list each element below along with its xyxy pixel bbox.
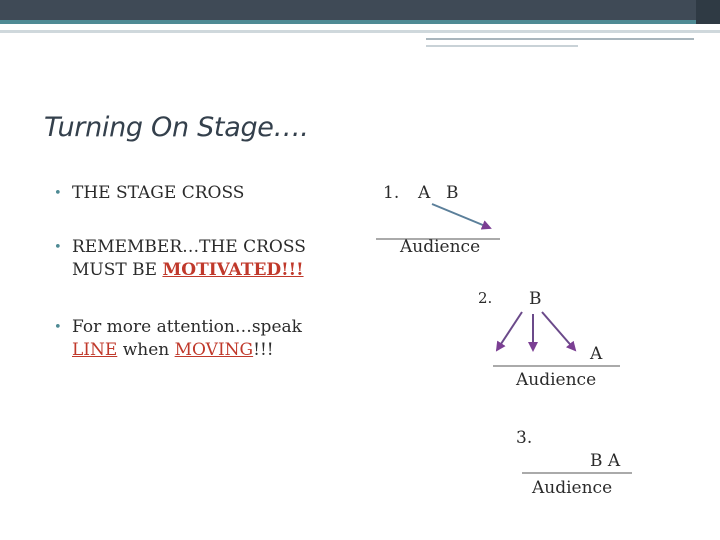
diagram-2-actor-b: B [529,289,542,309]
line-emphasis: LINE [72,340,118,360]
bullet-dot-icon: • [54,186,62,201]
diagram-3-actors-b-a: B A [590,451,621,471]
motivated-emphasis: MOTIVATED!!! [162,260,304,280]
exclaim-text: !!! [253,340,274,360]
bullet-dot-icon: • [54,240,62,255]
bullet-dot-icon: • [54,320,62,335]
diagram-1-actor-b: B [446,183,459,203]
diagram-1-actor-a: A [418,183,431,203]
slide-title: Turning On Stage…. [44,112,309,143]
bullet-line-2-prefix: MUST BE [72,260,163,280]
diagram-1-arrow [432,204,490,228]
diagram-3-audience: Audience [532,478,613,498]
diagram-1-number: 1. [383,183,400,203]
diagram-2-arrow-left [497,312,522,350]
diagram-2-arrow-right [542,312,575,350]
diagram-3-number: 3. [516,428,533,448]
bullet-line-1: For more attention…speak [72,317,302,337]
diagram-1-audience: Audience [400,237,481,257]
bullet-text: THE STAGE CROSS [72,183,245,203]
diagram-2-number: 2. [478,289,493,307]
when-text: when [117,340,175,360]
diagram-2-audience: Audience [516,370,597,390]
bullet-line-1: REMEMBER…THE CROSS [72,237,306,257]
moving-emphasis: MOVING [174,340,254,360]
diagram-2-actor-a: A [590,344,603,364]
